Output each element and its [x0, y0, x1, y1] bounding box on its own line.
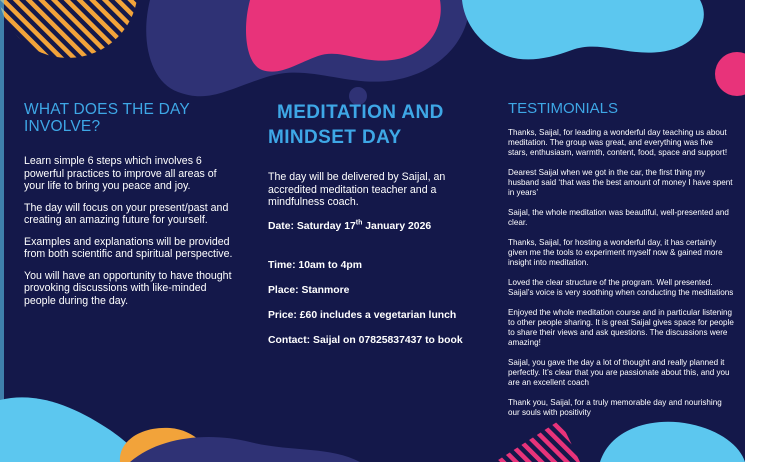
testimonial: Enjoyed the whole meditation course and in particular listening to other people sharing. It is great Saijal gives space for people to share their views and ask questions. The discussions were amazing! — [508, 308, 734, 347]
orange-striped-circle — [0, 0, 138, 58]
right-column — [508, 100, 734, 428]
light-blue-blob-top — [462, 0, 704, 59]
intro-text: The day will be delivered by Saijal, an accredited meditation teacher and a mindfulness coach. — [268, 171, 446, 208]
involve-heading: WHAT DOES THE DAY INVOLVE? — [24, 101, 190, 135]
date-suffix: th — [355, 219, 363, 227]
page-title — [268, 100, 478, 150]
testimonial: Loved the clear structure of the program. Well presented. Saijal’s voice is very soothing when conducting the meditations — [508, 278, 734, 297]
event-contact: Contact: Saijal on 07825837437 to book — [268, 334, 463, 346]
date-rest: January 2026 — [362, 220, 432, 232]
testimonial: Thanks, Saijal, for leading a wonderful day teaching us about meditation. The group was great, and everything was five stars, enthusiasm, warmth, content, food, space and support! — [508, 128, 728, 157]
title-line-1: MEDITATION AND — [277, 102, 444, 123]
event-date — [268, 220, 478, 233]
event-place: Place: Stanmore — [268, 284, 350, 296]
date-label: Date: Saturday 17 — [268, 220, 356, 232]
left-column — [24, 101, 238, 316]
testimonials-heading: TESTIMONIALS — [508, 100, 619, 117]
middle-column — [268, 100, 478, 359]
left-edge-bar — [0, 0, 4, 462]
testimonial: Dearest Saijal when we got in the car, the first thing my husband said ‘that was the best amount of money I have spent in years’ — [508, 168, 733, 197]
title-line-2: MINDSET DAY — [268, 127, 402, 148]
testimonial: Thank you, Saijal, for a truly memorable day and nourishing our souls with positivity — [508, 398, 722, 417]
testimonial: Thanks, Saijal, for hosting a wonderful day, it has certainly given me the tools to experiment myself now & gained more insight into meditation. — [508, 238, 723, 267]
involve-paragraph: You will have an opportunity to have thought provoking discussions with like-minded people during the day. — [24, 269, 232, 307]
event-price: Price: £60 includes a vegetarian lunch — [268, 309, 457, 321]
testimonial: Saijal, the whole meditation was beautiful, well-presented and clear. — [508, 208, 729, 227]
event-time: Time: 10am to 4pm — [268, 259, 362, 271]
involve-paragraph: Examples and explanations will be provided from both scientific and spiritual perspective. — [24, 235, 233, 260]
pink-circle-right — [715, 52, 745, 96]
involve-paragraph: The day will focus on your present/past and creating an amazing future for yourself. — [24, 201, 229, 226]
involve-paragraph: Learn simple 6 steps which involves 6 powerful practices to improve all areas of your life to bring you peace and joy. — [24, 155, 217, 192]
testimonial: Saijal, you gave the day a lot of thought and really planned it perfectly. It’s clear that you are passionate about this, and you are an excellent coach — [508, 358, 730, 387]
